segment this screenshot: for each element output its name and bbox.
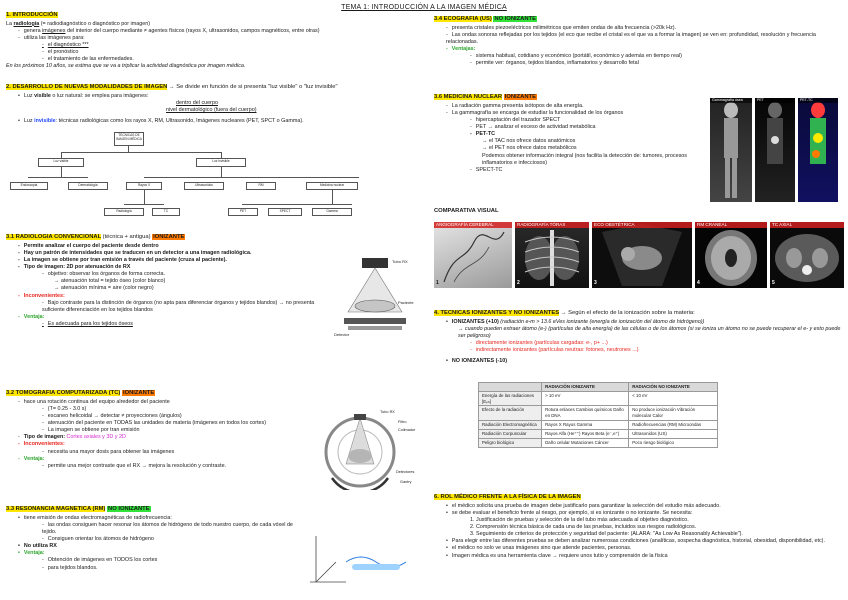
section-31-heading: 3.1 RADIOLOGÍA CONVENCIONAL <box>6 234 102 240</box>
ionizantes-text: (radiación e-m > 13.6 eVes ionizante (energía de ionización del átomo de hidrógeno)) <box>500 318 705 325</box>
table-header-row <box>479 383 718 392</box>
table-header: RADIACIÓN NO IONIZANTE <box>629 383 718 392</box>
xray-diagram-svg <box>334 256 420 340</box>
xray-label-patient: Paciente <box>398 300 414 305</box>
table-cell: Energía de las radiaciones [Eₚₕ] <box>479 391 542 406</box>
use-item: - el tratamiento de las enfermedades. <box>6 56 424 63</box>
nm-subitem2: → el TAC nos ofrece datos anatómicos <box>482 138 576 145</box>
table-row <box>479 406 718 421</box>
rol-more: • Imagen médica es una herramienta clave → requiere unos tutio y comprensión de la física <box>434 553 844 560</box>
rm-pros-label: • Ventaja: <box>6 550 306 557</box>
table-cell: Rotura enlaces Cambios químicos Daño en DNA <box>542 406 629 421</box>
section-34-heading: 3.4 ECOGRAFÍA (US) <box>434 16 492 22</box>
section-rol-medico <box>434 494 844 560</box>
section-4-heading: 4. TÉCNICAS IONIZANTES Y NO IONIZANTES <box>434 310 560 316</box>
nm-image-pet-tc <box>798 98 838 202</box>
rol-subitem: 3. Seguimiento de criterios de protección y seguridad del paciente: (ALARA: "As Low As Reasonably Achievable"). <box>470 531 743 538</box>
rol-subitem: 1. Justificación de pruebas y selección de la del tubo más adecuada al objetivo diagnóstico. <box>470 516 689 523</box>
table-row <box>479 391 718 406</box>
section-ecografia <box>434 16 844 67</box>
thumb-number: 1 <box>436 280 439 287</box>
comparativa-heading: COMPARATIVA VISUAL <box>434 208 499 214</box>
tree-node-pet: PET <box>228 208 258 216</box>
tree-root: TÉCNICAS DE IMAGEN MÉDICA <box>114 132 144 146</box>
table-row <box>479 429 718 438</box>
rm-item: • tiene emisión de ondas electromagnéticas de radiofrecuencia: <box>6 515 306 522</box>
tree-node-dermatologia: Dermatología <box>68 182 108 190</box>
table-cell: Poco riesgo biológico <box>629 438 718 447</box>
table-row <box>479 438 718 447</box>
table-cell: < 10 eV <box>629 391 718 406</box>
intro-text: La <box>6 20 14 27</box>
nm-item: - La radiación gamma presenta isótopos de alta energía. <box>434 103 704 110</box>
ct-gantry-diagram <box>318 408 420 490</box>
rx-cons-item: - Bajo contraste para la distinción de órganos (no apta para diferenciar órganos y tejidos blandos) → no presenta suficiente diferenciación en los tejidos blandos <box>6 300 326 314</box>
bullet-text: genera <box>23 27 43 34</box>
tree-node-rm: RM <box>246 182 276 190</box>
thumb-rm-craneal <box>695 222 767 288</box>
mri-diagram-svg <box>306 532 406 590</box>
thumb-label: TC AXIAL <box>770 222 844 228</box>
thumb-radiografia-torax <box>515 222 589 288</box>
rm-no-rx: • No utiliza RX <box>6 543 306 550</box>
directamente-ionizantes: - directamente ionizantes (partículas cargadas: e-, p+ ...) <box>434 340 844 347</box>
ionizantes-subtext: → cuando pueden extraer átomo (e-) (partículas de alta energía) de las células o de los átomos (si se ioniza un átomo no se puede recuperar el e- y esto puede ser peligroso) <box>458 325 841 339</box>
ionizante-badge: IONIZANTE <box>153 234 185 240</box>
table-row <box>479 421 718 430</box>
tc-item: - La imagen se obtiene por tran emisión <box>6 427 316 434</box>
visible-item: nivel dermatológico (fuera del cuerpo) <box>166 106 257 113</box>
mri-diagram <box>306 532 406 590</box>
us-pros-item: - permite ver: órganos, tejidos blandos, inflamatorios y desarrollo fetal <box>434 60 844 67</box>
table-cell: Rayos Alfa (He⁺⁺) Rayos Beta (e⁻,e⁺) <box>542 429 629 438</box>
rm-subitem: - Consiguen orientar los átomos de hidrógeno <box>6 536 306 543</box>
rol-item: • se debe evaluar el beneficio frente al riesgo, por ejemplo, si es ionizante o no ionizante. Se necesita: <box>434 510 844 517</box>
rx-cons-label: - Inconvenientes: <box>6 293 326 300</box>
nm-subitem2: → el PET nos ofrece datos metabólicos <box>482 145 577 152</box>
section-31-note: (técnica + antigua) <box>102 234 151 240</box>
rx-pros-item: - Es adecuada para los tejidos óseos <box>6 321 326 328</box>
section-tc <box>6 390 316 470</box>
no-ionizante-badge: NO IONIZANTE <box>494 16 536 22</box>
table-header: RADIACIÓN IONIZANTE <box>542 383 629 392</box>
comparativa-images <box>434 222 844 288</box>
table-cell: Peligro biológico <box>479 438 542 447</box>
bullet-text-post: del interior del cuerpo mediante ≠ agentes físicos (rayos X, ultrasonidos, campos magnéticos, entre otras) <box>65 27 320 34</box>
tree-node-ultrasonidos: Ultrasonidos <box>184 182 224 190</box>
tc-item: - atenuación del paciente en TODAS las unidades de materia (imágenes en todos los cortes) <box>6 420 316 427</box>
us-item: - presenta cristales piezoeléctricos milimétricos que emiten ondas de alta frecuencia (>20k Hz). <box>434 25 844 32</box>
nm-image-gammagrafia <box>710 98 752 202</box>
nm-image-label: PET <box>755 98 795 103</box>
thumb-number: 5 <box>772 280 775 287</box>
indirectamente-ionizantes: - indirectamente ionizantes (partículas neutras: fotones, neutrones ...) <box>434 347 844 354</box>
visible-item: dentro del cuerpo <box>176 99 218 106</box>
nm-subitem: - hipercaptación del trazador SPECT <box>434 117 704 124</box>
rx-item: - Permite analizar el cuerpo del paciente desde dentro <box>6 243 326 250</box>
table-cell: Ultrasonidos (US) <box>629 429 718 438</box>
section-comparativa <box>434 208 844 217</box>
term-visible: visible <box>34 92 51 99</box>
thumb-label: ANGIOGRAFÍA CEREBRAL <box>434 222 512 228</box>
visible-text-post: o luz natural: se emplea para imágenes: <box>50 92 149 99</box>
rx-subitem: - objetivo: observar los órganos de forma correcta. <box>6 271 326 278</box>
us-pros-label: - Ventajas: <box>434 46 844 53</box>
invisible-text: Luz <box>23 118 35 125</box>
no-ionizantes-label: • NO IONIZANTES (-10) <box>434 358 844 365</box>
us-item: - Las ondas sonoras reflejadas por los tejidos (el eco que recibe el cristal es el que va a formar la imagen) se ven en: profundidad, resolución y frecuencia relacionadas. <box>434 32 844 46</box>
tree-node-luz-visible: Luz visible <box>38 158 84 167</box>
thumb-eco-obstetrica <box>592 222 692 288</box>
section-1-heading: 1. INTRODUCCIÓN <box>6 12 58 18</box>
nm-image-pet <box>755 98 795 202</box>
section-radiologia-convencional <box>6 234 326 328</box>
section-32-heading: 3.2 TOMOGRAFÍA COMPUTARIZADA (TC) <box>6 390 121 396</box>
nm-image-label: PET-TC <box>798 98 838 103</box>
thumb-number: 4 <box>697 280 700 287</box>
rx-pros-label: - Ventaja: <box>6 314 326 321</box>
section-ionizantes <box>434 310 844 365</box>
ct-label-detectors: Detectores <box>396 470 415 474</box>
thumb-number: 3 <box>594 280 597 287</box>
thumb-label: ECO OBSTÉTRICA <box>592 222 692 228</box>
section-modalidades <box>6 84 424 125</box>
ct-label-collimator: Colimador <box>398 428 416 432</box>
nm-subitem2: Podemos obtener información integral (nos facilita la detección de: tumores, procesos inflamatorios e infecciosos) <box>482 152 687 166</box>
tree-node-rayos-x: Rayos X <box>126 182 162 190</box>
term-radiologia: radiología <box>13 20 40 27</box>
rol-subitem: 2. Comprensión técnica básica de cada una de las pruebas, incluidos sus riesgos radiológicos. <box>470 524 697 531</box>
us-pros-item: - sistema habitual, cotidiano y económico (portátil, económico y además en tiempo real) <box>434 53 844 60</box>
tc-pros-item: - permite una mejor contraste que el RX → mejora la resolución y contraste. <box>6 463 316 470</box>
intro-note: En los próximos 10 años, se estima que se va a triplicar la actividad diagnóstica por imagen médica. <box>6 63 246 70</box>
page-title: TEMA 1: INTRODUCCIÓN A LA IMAGEN MÉDICA <box>341 4 507 11</box>
tc-type-value: Cortes axiales y 3D y 2D <box>66 434 126 441</box>
rx-item: - Tipo de imagen: 2D por atenuación de RX <box>6 264 326 271</box>
thumb-number: 2 <box>517 280 520 287</box>
rm-subitem: - las ondas consiguen hacer resonar los átomos de hidrógeno de todo nuestro cuerpo, de cada vóxel de tejido. <box>6 522 306 536</box>
modalities-tree-diagram <box>6 130 424 235</box>
table-cell: Daño celular Mutaciones Cáncer <box>542 438 629 447</box>
ct-label-gantry: Gantry <box>400 480 412 484</box>
thumb-tc-axial <box>770 222 844 288</box>
table-cell: Rayos X Rayos Gamma <box>542 421 629 430</box>
nm-subitem: - PET → analizar el exceso de actividad metabólica <box>434 124 704 131</box>
ionizantes-label: IONIZANTES (+10) <box>451 318 499 325</box>
rol-more: • el médico no solo ve unas imágenes sino que atiende pacientes, personas. <box>434 545 844 552</box>
rm-pros-item: - para tejidos blandos. <box>6 565 306 572</box>
ionizante-badge: IONIZANTE <box>122 390 155 396</box>
tc-cons-label: - Inconvenientes: <box>6 441 316 448</box>
section-introduccion <box>6 12 424 71</box>
section-2-subheading: → Se divide en función de si presenta "luz visible" o "luz invisible" <box>168 84 338 90</box>
rol-more: • Para elegir entre las diferentes pruebas se deben analizar numerosas condiciones (analíticas, sospecha diagnóstica, historial, obesidad, disponibilidad, etc). <box>434 538 844 545</box>
ionizante-badge: IONIZANTE <box>504 94 536 100</box>
table-cell: Radiofrecuencias (RM) Microondas <box>629 421 718 430</box>
tree-node-medicina-nuclear: Medicina nuclear <box>306 182 358 190</box>
tc-cons-item: - necesita una mayor dosis para obtener las imágenes <box>6 449 316 456</box>
rm-pros-item: - Obtención de imágenes en TODOS los cortes <box>6 557 306 564</box>
tree-node-tc: TC <box>152 208 180 216</box>
tree-node-spect: SPECT <box>268 208 302 216</box>
use-item: - el pronóstico <box>6 49 424 56</box>
tree-node-gamma: Gamma <box>312 208 352 216</box>
use-item: - el diagnóstico *** <box>6 42 424 49</box>
no-ionizante-badge: NO IONIZANTE <box>108 506 150 512</box>
rx-item: - La imagen se obtiene por tran emisión a través del paciente (cruza al paciente). <box>6 257 326 264</box>
tc-item: - hace una rotación continua del equipo alrededor del paciente <box>6 399 316 406</box>
thumb-angiografia <box>434 222 512 288</box>
nm-item: - La gammagrafía se encarga de estudiar la funcionalidad de los órganos <box>434 110 704 117</box>
table-cell: > 10 eV <box>542 391 629 406</box>
tc-item: - escaneo helicoidal → detectar ≠ proyecciones (ángulos) <box>6 413 316 420</box>
table-header <box>479 383 542 392</box>
table-cell: Efecto de la radiación <box>479 406 542 421</box>
thumb-label: RADIOGRAFÍA TÓRAX <box>515 222 589 228</box>
section-4-subheading: → Según el efecto de la ionización sobre la materia: <box>560 310 695 316</box>
tc-type-label: Tipo de imagen: <box>23 434 66 441</box>
invisible-text-post: : técnicas radiológicas como los rayos X, RM, Ultrasonido, Imágenes nucleares (PET, SPCT o Gamma). <box>55 118 304 125</box>
tree-node-endoscopia: Endoscopia <box>10 182 48 190</box>
table-cell: No produce ionización Vibración molecular Calor <box>629 406 718 421</box>
table-cell: Radiación Electromagnética <box>479 421 542 430</box>
term-imagenes: imágenes <box>42 27 66 34</box>
ct-label-filter: Filtro <box>398 420 407 424</box>
nm-last: - SPECT-TC <box>434 167 704 174</box>
section-36-heading: 3.6 MEDICINA NUCLEAR <box>434 94 503 100</box>
uses-intro: - utiliza las imágenes para: <box>6 35 424 42</box>
rx-subitem: → atenuación total = tejido óseo (color blanco) <box>54 278 166 285</box>
ct-label-tube: Tubo RX <box>380 410 395 414</box>
rx-item: - Hay un patrón de intensidades que se traducen en un detector a una imagen radiológica. <box>6 250 326 257</box>
nm-image-label: Gammagrafía ósea <box>710 98 752 103</box>
thumb-label: RM CRANEAL <box>695 222 767 228</box>
tc-item: - (T= 0.25 - 3.0 s) <box>6 406 316 413</box>
rol-item: • el médico solicita una prueba de imagen debe justificarlo para garantizar la selección del estudio más adecuado. <box>434 503 844 510</box>
visible-text: Luz <box>23 92 35 99</box>
xray-label-detector: Detector <box>334 332 350 337</box>
nm-subitem: - PET-TC <box>434 131 704 138</box>
section-33-heading: 3.3 RESONANCIA MAGNÉTICA (RM) <box>6 506 106 512</box>
nuclear-medicine-images <box>710 98 838 202</box>
rx-subitem: → atenuación mínima = aire (color negro) <box>54 285 154 292</box>
section-medicina-nuclear <box>434 94 704 174</box>
tc-pros-label: - Ventaja: <box>6 456 316 463</box>
xray-diagram <box>334 256 420 340</box>
intro-text-post: (= radiodiagnóstico o diagnóstico por imagen) <box>39 20 150 27</box>
section-6-heading: 6. ROL MÉDICO FRENTE A LA FÍSICA DE LA IMAGEN <box>434 494 581 500</box>
term-invisible: invisible <box>34 118 56 125</box>
xray-label-tube: Tubo RX <box>392 259 408 264</box>
tree-node-radiologia: Radiología <box>104 208 144 216</box>
section-rm <box>6 506 306 572</box>
ionizing-comparison-table <box>478 382 718 448</box>
tree-node-luz-invisible: Luz invisible <box>196 158 246 167</box>
section-2-heading: 2. DESARROLLO DE NUEVAS MODALIDADES DE IMAGEN <box>6 84 168 90</box>
table-cell: Radiación Corpuscular <box>479 429 542 438</box>
